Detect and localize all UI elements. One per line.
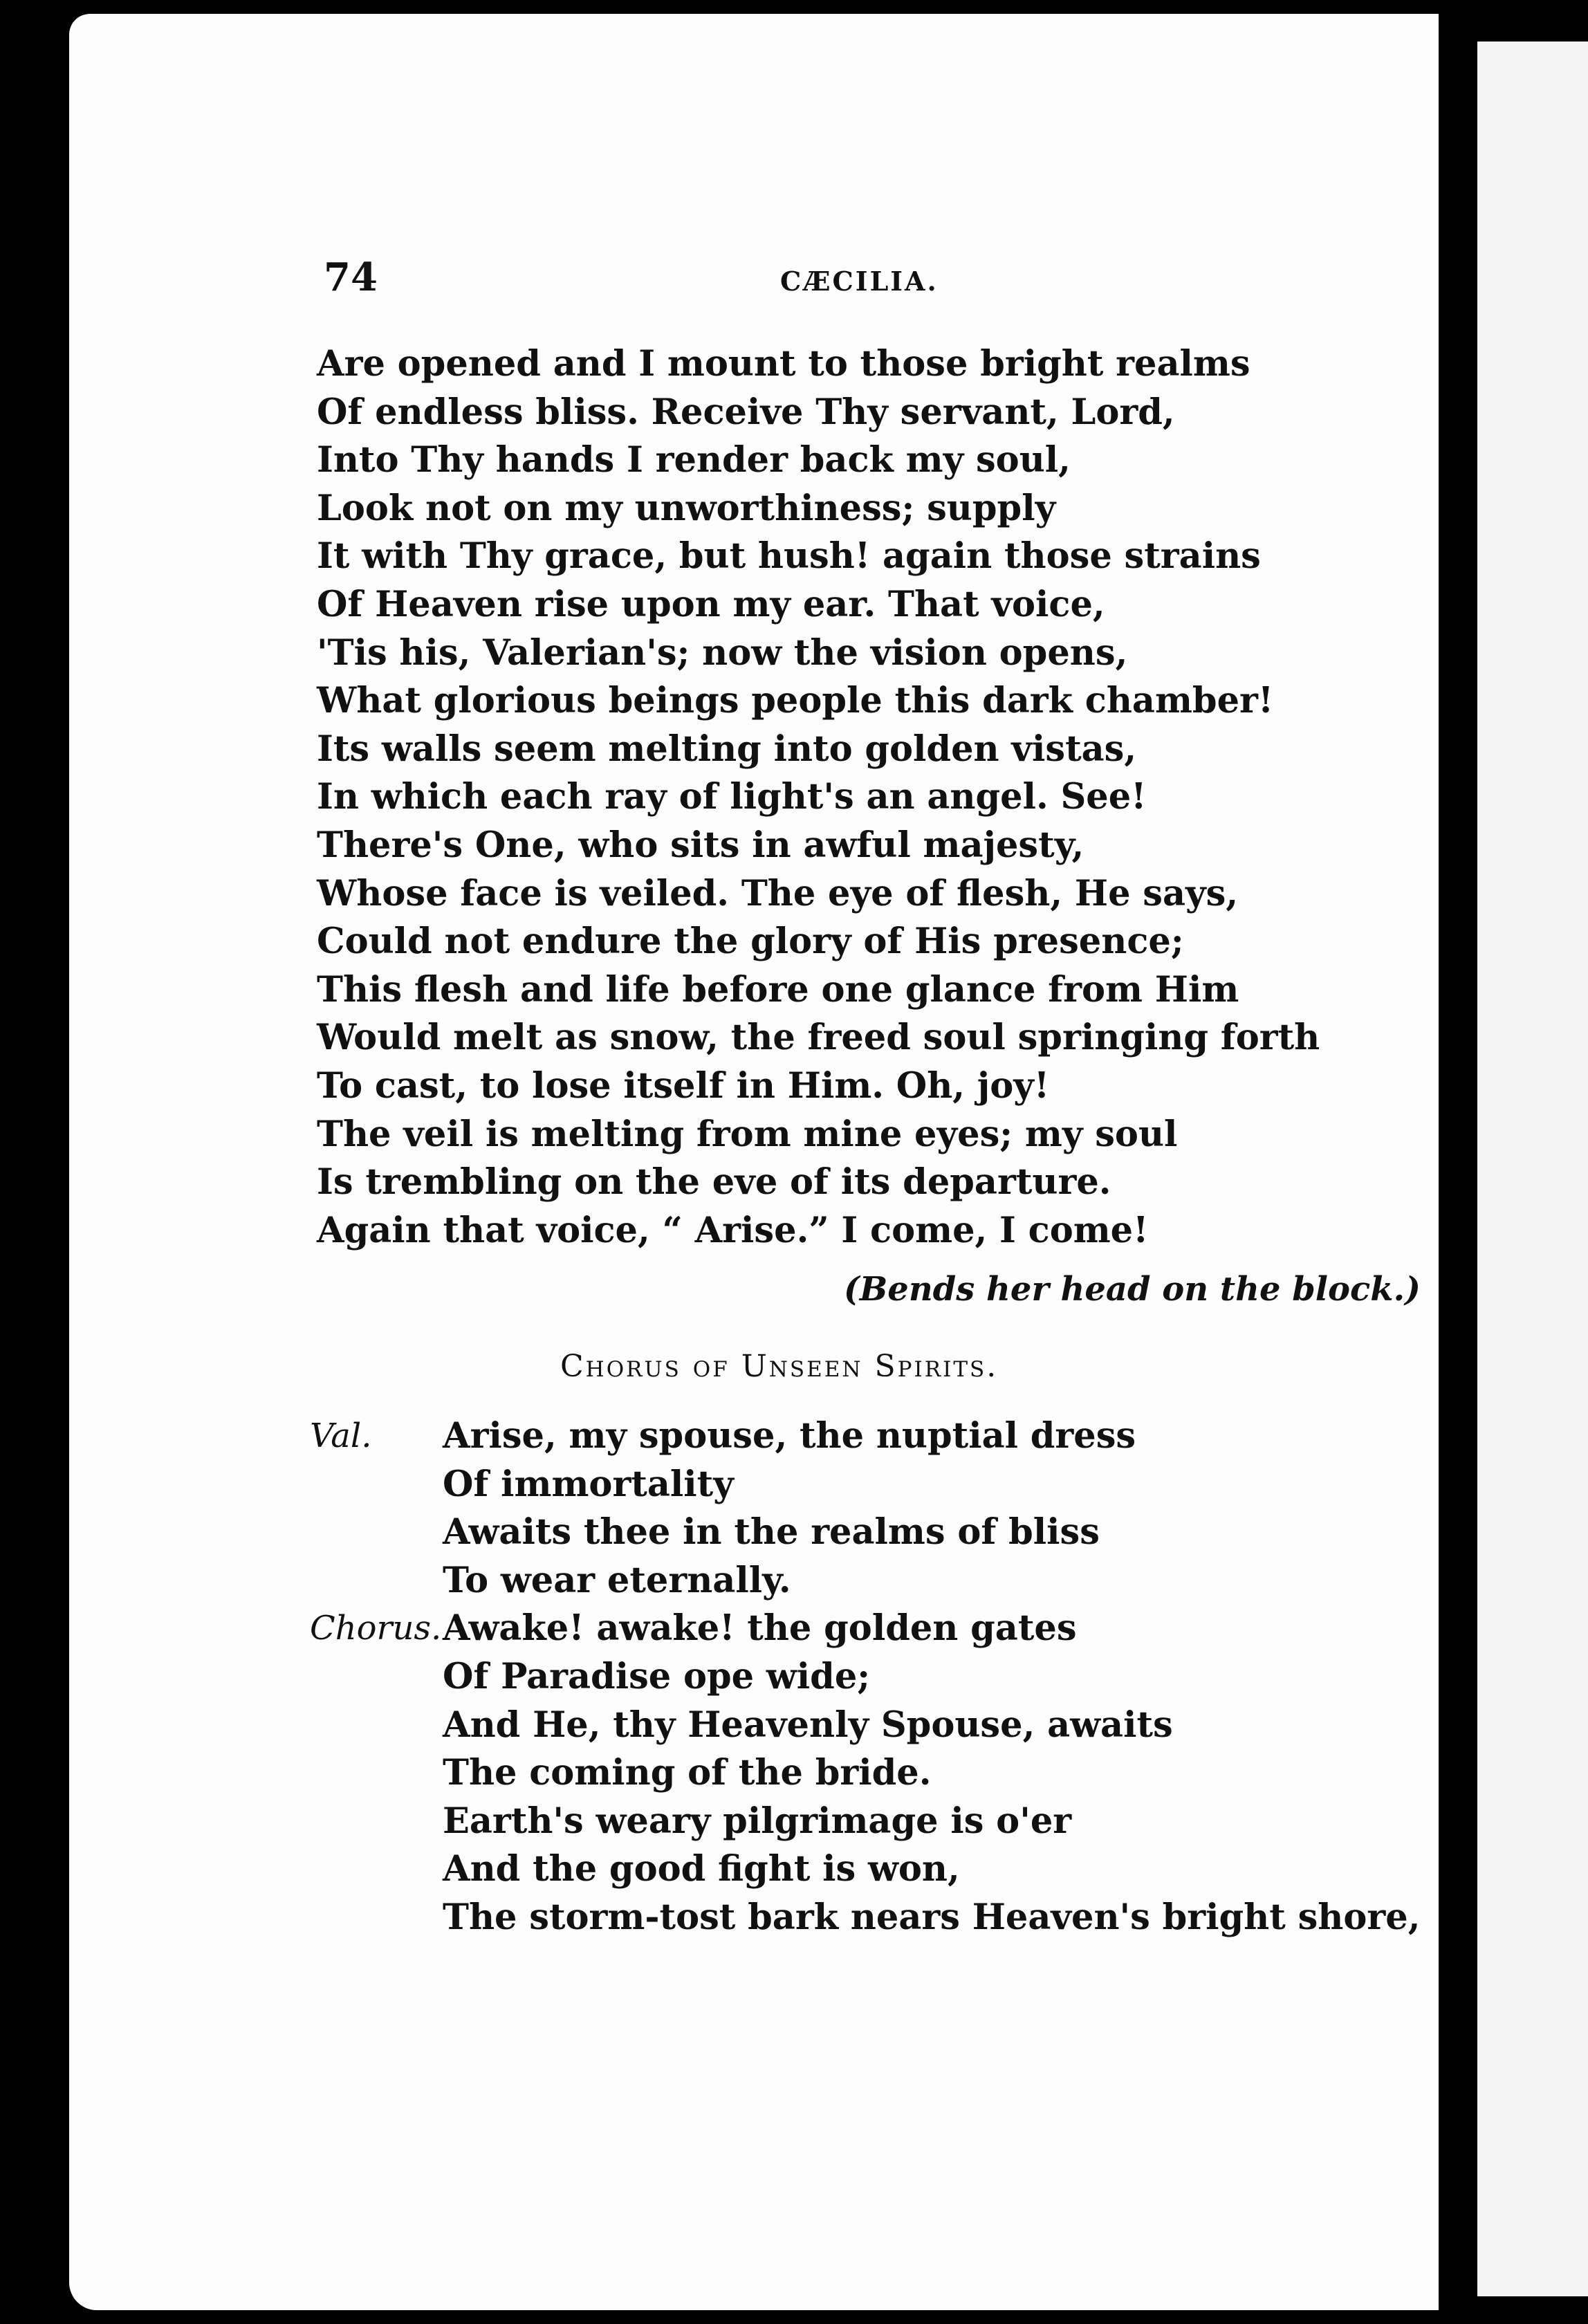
song-line: And the good fight is won,	[443, 1848, 960, 1890]
song-line: Of Paradise ope wide;	[443, 1655, 871, 1697]
song-row	[310, 1653, 1347, 1702]
song-row	[310, 1702, 1347, 1750]
verse-line: In which each ray of light's an angel. See!	[317, 776, 1147, 818]
song-line: Awaits thee in the realms of bliss	[443, 1511, 1100, 1553]
song-line: The coming of the bride.	[443, 1752, 932, 1794]
verse-line: Look not on my unworthiness; supply	[317, 487, 1056, 529]
verse-line: Again that voice, “ Arise.” I come, I come!	[317, 1209, 1149, 1251]
verse-line: Its walls seem melting into golden vistas,	[317, 728, 1137, 770]
song-line: Awake! awake! the golden gates	[443, 1607, 1077, 1650]
speaker-label: Val.	[310, 1417, 372, 1455]
stage-direction: (Bends her head on the block.)	[844, 1270, 1421, 1309]
verse-line: The veil is melting from mine eyes; my soul	[317, 1113, 1178, 1155]
verse-line: Of endless bliss. Receive Thy servant, Lord,	[317, 391, 1175, 433]
verse-line: Into Thy hands I render back my soul,	[317, 439, 1071, 481]
page-number: 74	[324, 255, 378, 300]
song-row	[310, 1845, 1347, 1894]
page-gutter	[1452, 0, 1477, 2324]
song-row	[310, 1461, 1347, 1509]
running-title: CÆCILIA.	[780, 266, 939, 297]
song-line: And He, thy Heavenly Spouse, awaits	[443, 1704, 1173, 1746]
song-row	[310, 1749, 1347, 1798]
facing-page-edge	[1477, 42, 1588, 2296]
song-row	[310, 1557, 1347, 1605]
verse-line: This flesh and life before one glance from Him	[317, 968, 1239, 1011]
verse-line: Of Heaven rise upon my ear. That voice,	[317, 583, 1105, 625]
verse-line: Is trembling on the eve of its departure.	[317, 1161, 1111, 1204]
speaker-label: Chorus.	[310, 1609, 442, 1648]
verse-line: Could not endure the glory of His presence;	[317, 921, 1184, 963]
song-row	[310, 1798, 1347, 1846]
chorus-heading: Chorus of Unseen Spirits.	[560, 1349, 999, 1384]
verse-line: To cast, to lose itself in Him. Oh, joy!	[317, 1064, 1050, 1107]
verse-line: Would melt as snow, the freed soul springing forth	[317, 1017, 1320, 1059]
song-line: Arise, my spouse, the nuptial dress	[443, 1415, 1136, 1457]
verse-block	[317, 340, 1354, 1255]
song-row	[310, 1894, 1421, 1942]
song-block	[310, 1412, 1421, 1942]
verse-line: It with Thy grace, but hush! again those strains	[317, 535, 1261, 578]
song-line: The storm-tost bark nears Heaven's bright shore,	[443, 1896, 1421, 1938]
song-line: Of immortality	[443, 1463, 734, 1505]
song-row	[310, 1412, 1347, 1461]
verse-line: There's One, who sits in awful majesty,	[317, 824, 1084, 866]
song-line: Earth's weary pilgrimage is o'er	[443, 1800, 1072, 1842]
page-header	[324, 255, 1292, 310]
verse-line: What glorious beings people this dark chamber!	[317, 680, 1274, 722]
song-row	[310, 1509, 1347, 1557]
verse-line: 'Tis his, Valerian's; now the vision opens,	[317, 631, 1128, 674]
song-line: To wear eternally.	[443, 1559, 791, 1601]
verse-line: Whose face is veiled. The eye of flesh, He says,	[317, 872, 1239, 914]
verse-line: Are opened and I mount to those bright realms	[317, 343, 1250, 385]
song-row	[310, 1605, 1347, 1653]
